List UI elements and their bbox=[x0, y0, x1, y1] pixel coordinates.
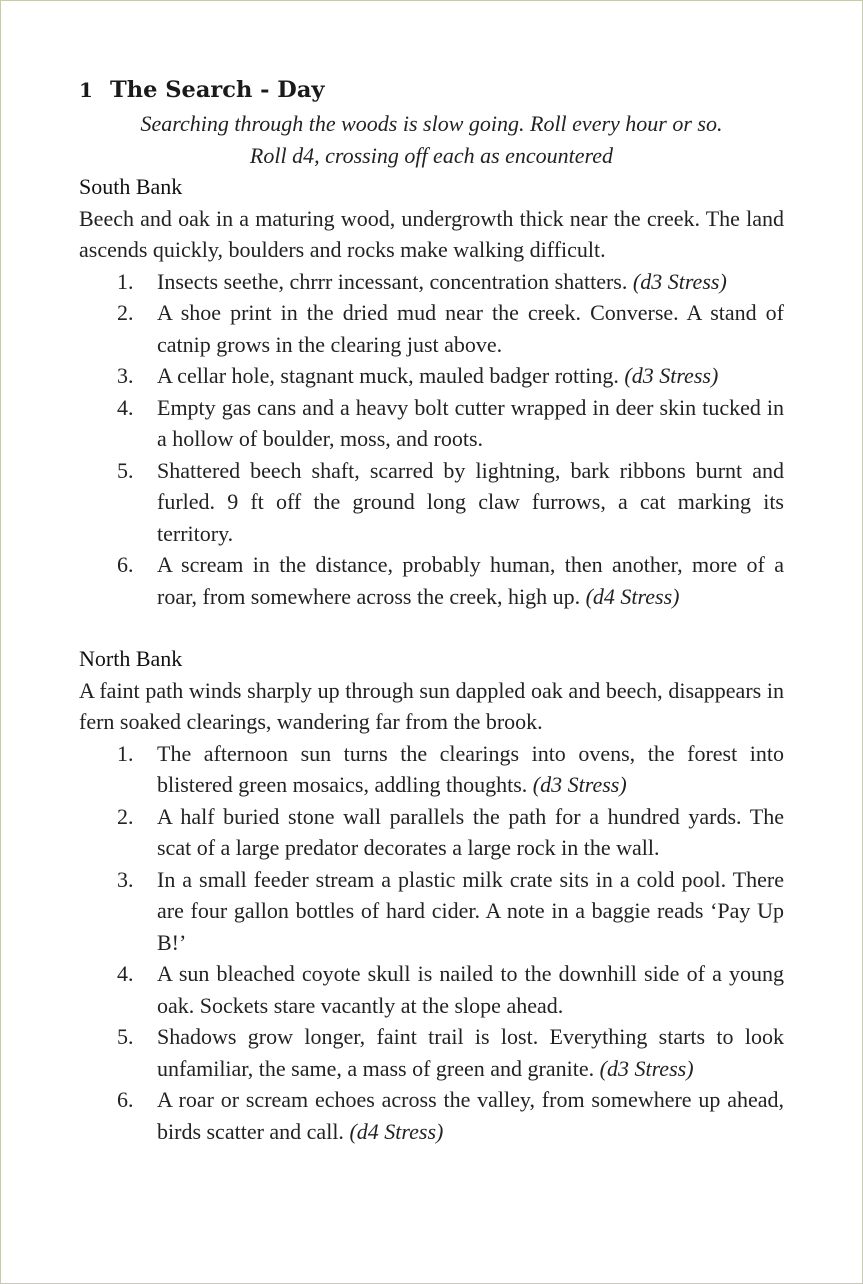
section-number: 1 bbox=[79, 78, 93, 102]
item-text: A cellar hole, stagnant muck, mauled badger rotting. bbox=[157, 363, 619, 388]
intro-line-1: Searching through the woods is slow going. Roll every hour or so. bbox=[140, 111, 723, 136]
item-text: Shadows grow longer, faint trail is lost. Everything starts to look unfamiliar, the same, a mass of green and granite. bbox=[157, 1024, 784, 1081]
list-item bbox=[79, 297, 784, 360]
list-item bbox=[79, 738, 784, 801]
item-text: A roar or scream echoes across the valley, from somewhere up ahead, birds scatter and call. bbox=[157, 1087, 784, 1144]
item-text: In a small feeder stream a plastic milk crate sits in a cold pool. There are four gallon bottles of hard cider. A note in a baggie reads ‘Pay Up B!’ bbox=[157, 866, 784, 955]
south-bank-description: Beech and oak in a maturing wood, undergrowth thick near the creek. The land ascends quickly, boulders and rocks make walking difficult. bbox=[79, 205, 784, 262]
item-number: 6. bbox=[117, 552, 134, 577]
north-bank-description: A faint path winds sharply up through sun dappled oak and beech, disappears in fern soaked clearings, wandering far from the brook. bbox=[79, 677, 784, 734]
item-number: 2. bbox=[117, 300, 134, 325]
item-text: A half buried stone wall parallels the path for a hundred yards. The scat of a large predator decorates a large rock in the wall. bbox=[157, 803, 784, 860]
item-number: 1. bbox=[117, 268, 134, 294]
item-number: 3. bbox=[117, 363, 134, 388]
stress-note: (d3 Stress) bbox=[599, 1055, 694, 1081]
item-number: 3. bbox=[117, 866, 134, 892]
list-item bbox=[79, 392, 784, 455]
item-number: 4. bbox=[117, 394, 134, 420]
stress-note: (d3 Stress) bbox=[624, 363, 719, 388]
north-bank-section bbox=[79, 643, 784, 1147]
stress-note: (d3 Stress) bbox=[632, 268, 727, 294]
list-item bbox=[79, 549, 784, 612]
south-bank-section bbox=[79, 171, 784, 612]
list-item bbox=[79, 455, 784, 550]
item-number: 2. bbox=[117, 803, 134, 829]
item-text: Empty gas cans and a heavy bolt cutter wrapped in deer skin tucked in a hollow of boulder, moss, and roots. bbox=[157, 394, 784, 451]
list-item bbox=[79, 801, 784, 864]
item-number: 4. bbox=[117, 961, 134, 986]
intro-line-2: Roll d4, crossing off each as encountered bbox=[249, 142, 614, 168]
list-item bbox=[79, 1021, 784, 1084]
page-title bbox=[79, 72, 784, 108]
item-text: A sun bleached coyote skull is nailed to the downhill side of a young oak. Sockets stare vacantly at the slope ahead. bbox=[157, 961, 784, 1018]
stress-note: (d3 Stress) bbox=[532, 772, 627, 797]
item-text: A shoe print in the dried mud near the creek. Converse. A stand of catnip grows in the clearing just above. bbox=[157, 300, 784, 357]
item-number: 1. bbox=[117, 740, 134, 766]
item-number: 5. bbox=[117, 457, 134, 483]
list-item bbox=[79, 958, 784, 1021]
section-title: The Search - Day bbox=[110, 77, 325, 103]
stress-note: (d4 Stress) bbox=[585, 583, 680, 609]
stress-note: (d4 Stress) bbox=[349, 1118, 444, 1144]
list-item bbox=[79, 266, 784, 298]
south-bank-title: South Bank bbox=[79, 174, 183, 199]
north-bank-title: North Bank bbox=[79, 646, 183, 671]
list-item bbox=[79, 1084, 784, 1147]
item-text: The afternoon sun turns the clearings into ovens, the forest into blistered green mosaics, addling thoughts. bbox=[157, 740, 784, 797]
item-text: A scream in the distance, probably human, then another, more of a roar, from somewhere across the creek, high up. bbox=[157, 552, 784, 609]
item-text: Shattered beech shaft, scarred by lightning, bark ribbons burnt and furled. 9 ft off the ground long claw furrows, a cat marking its territory. bbox=[157, 457, 784, 546]
south-bank-list bbox=[79, 266, 784, 613]
section-gap bbox=[79, 612, 784, 643]
list-item bbox=[79, 360, 784, 392]
list-item bbox=[79, 864, 784, 959]
item-number: 5. bbox=[117, 1024, 134, 1049]
item-text: Insects seethe, chrrr incessant, concentration shatters. bbox=[157, 268, 628, 294]
item-number: 6. bbox=[117, 1087, 134, 1112]
document-body bbox=[79, 72, 784, 1147]
north-bank-list bbox=[79, 738, 784, 1148]
